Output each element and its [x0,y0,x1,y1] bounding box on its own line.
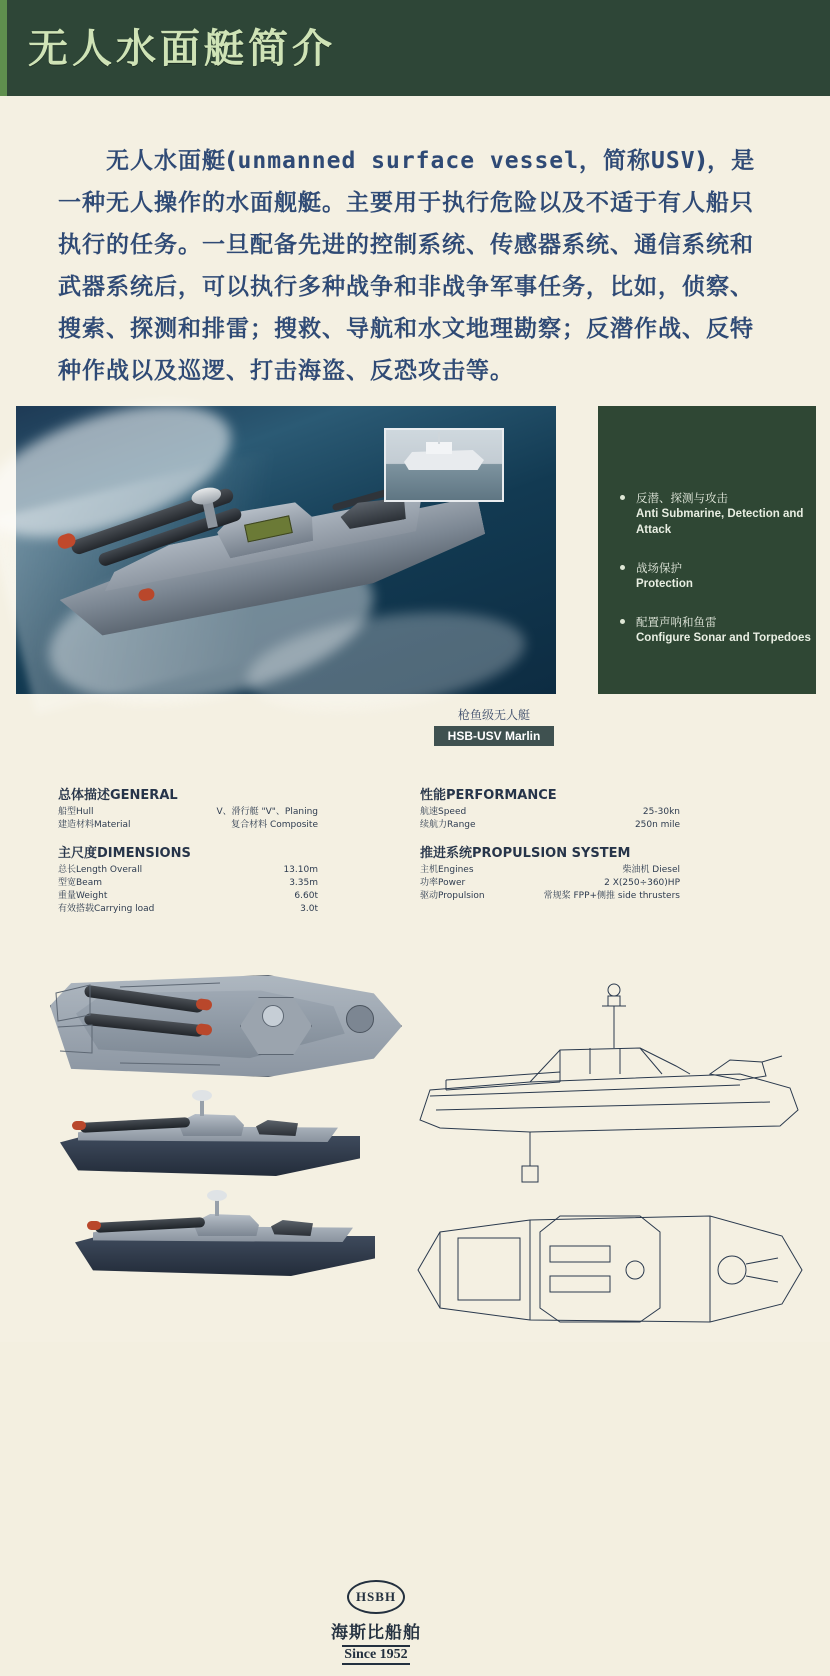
side-view-2-torpedo-tip [87,1221,101,1230]
table-row [58,903,318,916]
spec-value: 6.60t [294,891,318,901]
bullet-icon [620,619,625,624]
intro-latin-term: unmanned surface vessel [237,148,580,174]
usv-top-view-render [50,975,400,1080]
usv-side-view-1 [60,1110,360,1180]
usv-side-view-2 [75,1210,375,1280]
spec-key: 建造材料Material [58,820,131,830]
feature-label-cn: 配置声呐和鱼雷 [636,615,717,629]
spec-key: 驱动Propulsion [420,891,485,901]
technical-line-drawings [410,970,810,1330]
photo-caption-cn: 枪鱼级无人艇 [457,708,530,722]
table-row [420,806,680,819]
top-view-detail-lines [50,975,400,1075]
side-view-2-weapon [271,1220,313,1236]
header-accent-bar [0,0,7,96]
feature-list [598,406,816,646]
spec-key: 有效搭载Carrying load [58,904,155,914]
spec-value: 250n mile [634,820,680,830]
side-view-2-radome [207,1190,227,1201]
side-view-torpedo-tip [72,1121,86,1130]
table-row [58,864,318,877]
table-row [58,806,318,819]
bullet-icon [620,495,625,500]
spec-value: 3.0t [300,904,318,914]
spec-key: 主机Engines [420,865,474,875]
page-header [0,0,830,96]
spec-key: 总长Length Overall [58,865,143,875]
inset-photo [384,428,504,502]
spec-heading-dimensions: 主尺度DIMENSIONS [58,846,191,861]
company-logo [330,1580,422,1676]
feature-label-en: Protection [636,578,693,590]
list-item [598,490,816,538]
table-row [420,864,680,877]
logo-name-cn: 海斯比船舶 [331,1623,421,1643]
feature-label-cn: 战场保护 [636,561,682,575]
list-item [598,560,816,592]
line-drawing-superstructure [530,1048,662,1082]
spec-value: 25-30kn [642,807,680,817]
intro-body: )，是一种无人操作的水面舰艇。主要用于执行危险以及不适于有人船只执行的任务。一旦配备先进的控制系统、传感器系统、通信系统和武器系统后，可以执行多种战争和非战争军事任务，比如，侦察、搜索、探测和排雷；搜救、导航和水文地理勘察；反潜作战、反特种作战以及巡逻、打击海盗、反恐攻击等。 [58,148,756,384]
spec-heading-propulsion: 推进系统PROPULSION SYSTEM [420,846,631,861]
spec-column-left [58,784,318,916]
spec-heading-performance: 性能PERFORMANCE [420,788,557,803]
side-view-hull [60,1136,360,1176]
table-row [58,877,318,890]
feature-label-en: Configure Sonar and Torpedoes [636,632,811,644]
spec-value: 复合材料 Composite [231,820,318,830]
spec-value: 柴油机 Diesel [622,865,680,875]
spec-heading-general: 总体描述GENERAL [58,788,178,803]
table-row [58,890,318,903]
side-view-2-hull [75,1236,375,1276]
intro-lead: 无人水面艇( [106,148,238,174]
page-title: 无人水面艇简介 [28,26,336,72]
intro-usv-abbr: USV [651,148,696,174]
intro-mid: ，简称 [579,148,652,174]
spec-key: 重量Weight [58,891,108,901]
specifications [0,784,830,1662]
table-row [420,819,680,832]
spec-key: 型宽Beam [58,878,102,888]
inset-mast [438,432,440,444]
photo-caption-en: HSB-USV Marlin [434,726,554,746]
spec-value: 2 X(250÷360)HP [604,878,680,888]
side-view-radome [192,1090,212,1101]
spec-value: 3.35m [289,878,318,888]
spec-key: 续航力Range [420,820,476,830]
spec-key: 功率Power [420,878,466,888]
line-drawing-deck-plan [418,1216,802,1322]
list-item [598,614,816,646]
feature-label-en: Anti Submarine, Detection and Attack [636,508,804,536]
hero-photo [16,406,556,694]
table-row [420,877,680,890]
spec-value: 常规桨 FPP+侧推 side thrusters [543,891,680,901]
bullet-icon [620,565,625,570]
spec-key: 航速Speed [420,807,467,817]
drawings-section [0,960,830,1342]
feature-panel [598,406,816,694]
logo-since: Since 1952 [342,1645,409,1665]
intro-paragraph [58,140,772,392]
feature-label-cn: 反潜、探测与攻击 [636,491,728,505]
spec-value: V、滑行艇 "V"、Planing [216,807,318,817]
spec-key: 船型Hull [58,807,94,817]
spec-value: 13.10m [283,865,318,875]
spec-column-right [420,784,680,903]
logo-badge: HSBH [347,1580,405,1614]
table-row [58,819,318,832]
table-row [420,890,680,903]
side-view-weapon [256,1120,298,1136]
